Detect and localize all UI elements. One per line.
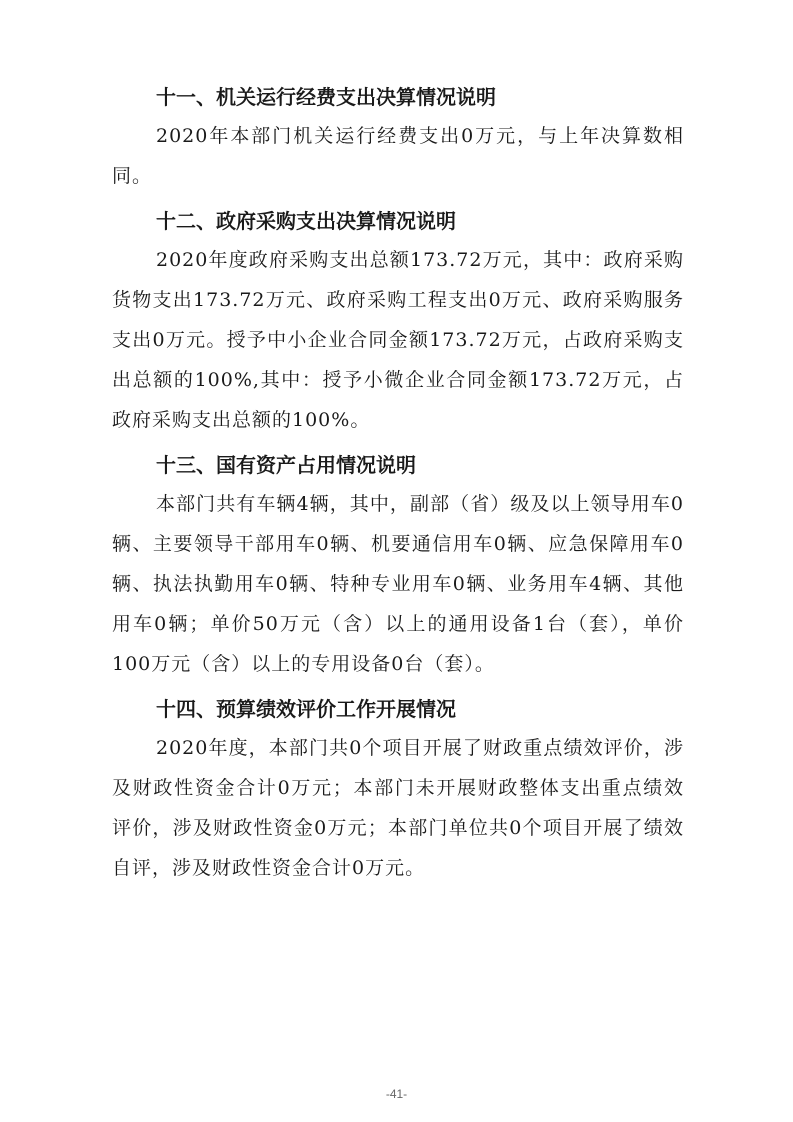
section-body-13: 本部门共有车辆4辆，其中，副部（省）级及以上领导用车0辆、主要领导干部用车0辆、机要通信用车0辆、应急保障用车0辆、执法执勤用车0辆、特种专业用车0辆、业务用车4辆、其他用车0辆；单价50万元（含）以上的通用设备1台（套），单价100万元（含）以上的专用设备0台（套）。 xyxy=(112,493,684,675)
page-content xyxy=(112,78,684,894)
section-body-11: 2020年本部门机关运行经费支出0万元，与上年决算数相同。 xyxy=(112,125,684,187)
section-body-14: 2020年度，本部门共0个项目开展了财政重点绩效评价，涉及财政性资金合计0万元；本部门未开展财政整体支出重点绩效评价，涉及财政性资金0万元；本部门单位共0个项目开展了绩效自评，涉及财政性资金合计0万元。 xyxy=(112,737,684,879)
section-body-12: 2020年度政府采购支出总额173.72万元，其中：政府采购货物支出173.72万元、政府采购工程支出0万元、政府采购服务支出0万元。授予中小企业合同金额173.72万元，占政府采购支出总额的100%,其中：授予小微企业合同金额173.72万元，占政府采购支出总额的100%。 xyxy=(112,249,684,431)
page-number: -41- xyxy=(385,1087,408,1101)
section-heading-12: 十二、政府采购支出决算情况说明 xyxy=(156,209,456,233)
section-heading-13: 十三、国有资产占用情况说明 xyxy=(156,453,416,477)
section-heading-11: 十一、机关运行经费支出决算情况说明 xyxy=(156,85,496,109)
section-heading-14: 十四、预算绩效评价工作开展情况 xyxy=(156,697,456,721)
